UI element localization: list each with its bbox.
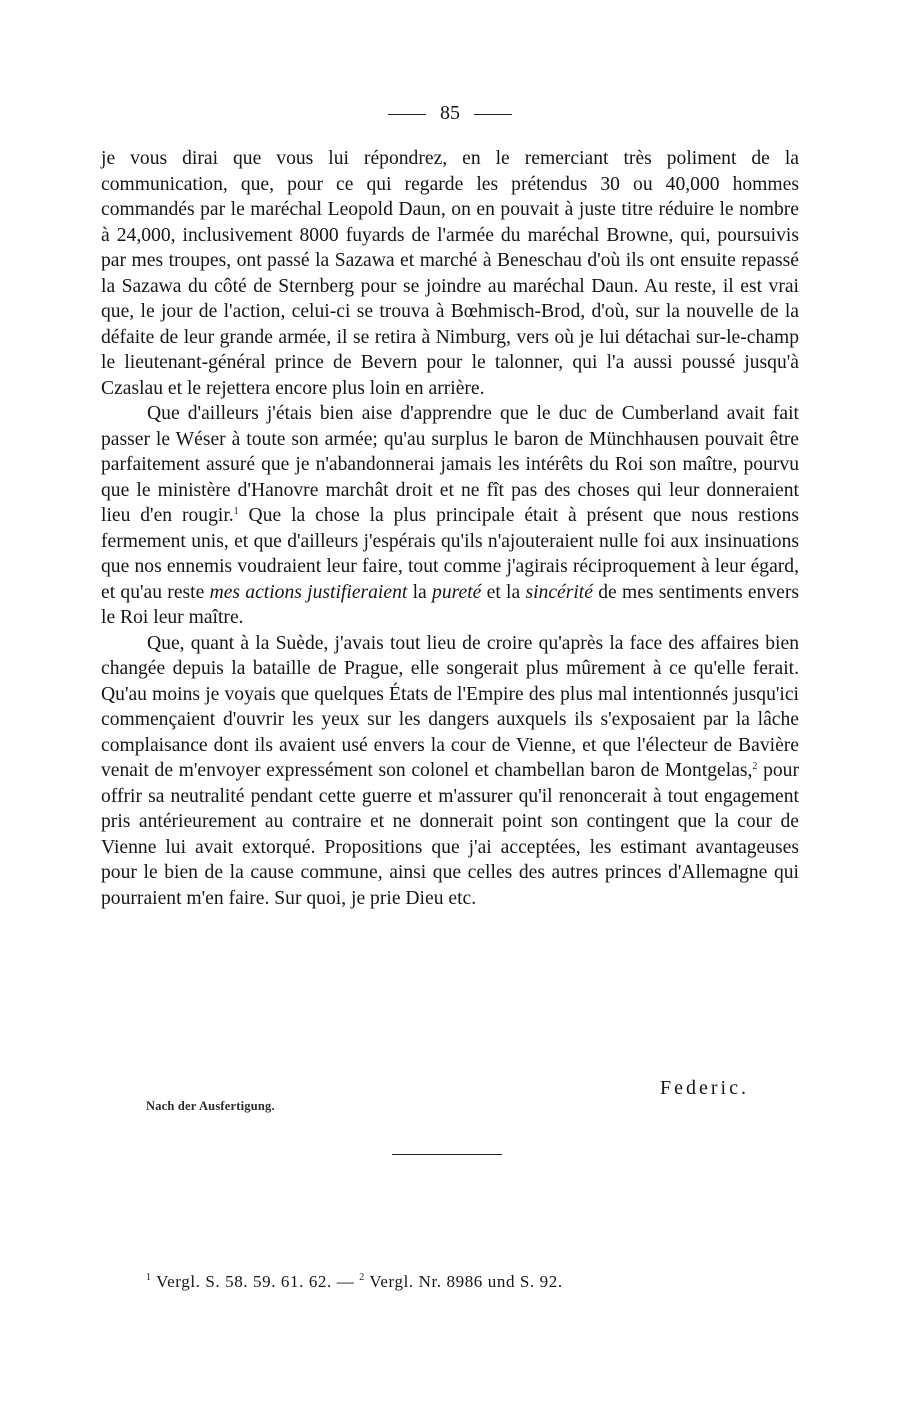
footnote-2-text: Vergl. Nr. 8986 und S. 92. — [369, 1272, 563, 1291]
footnote-dash: — — [336, 1272, 355, 1291]
paragraph-2-text-c: la — [407, 581, 433, 603]
paragraph-2-text-e: de mes sentiments envers le Roi leur maître. — [101, 581, 799, 628]
footnote-separator-rule — [392, 1154, 502, 1155]
source-note: Nach der Ausfertigung. — [146, 1099, 275, 1113]
paragraph-2 — [101, 401, 799, 631]
paragraph-2-text-d: et la — [481, 581, 526, 603]
paragraph-3-text-a: Que, quant à la Suède, j'avais tout lieu de croire qu'après la face des affaires bien changée depuis la bataille de Prague, elle songerait plus mûrement à ce qu'elle ferait. Qu'au moins je voyais que quelques États de l'Empire des plus mal intentionnés jusqu'ici commençaient d'ouvrir les yeux sur les dangers auxquels ils s'exposaient par la lâche complaisance dont ils avaient usé envers la cour de Vienne, et que l'électeur de Bavière venait de m'envoyer expressément son colonel et chambellan baron de Montgelas, — [101, 632, 799, 781]
letter-body — [101, 146, 799, 911]
header-rule-right — [474, 114, 512, 115]
paragraph-2-italic-3: sincérité — [525, 581, 593, 603]
paragraph-3 — [101, 631, 799, 912]
page-number: 85 — [440, 102, 460, 124]
paragraph-1: je vous dirai que vous lui répondrez, en le remerciant très poliment de la communication, que, pour ce qui regarde les prétendus 30 ou 40,000 hommes commandés par le maréchal Leopold Daun, on en pouvait à juste titre réduire le nombre à 24,000, inclusivement 8000 fuyards de l'armée du maréchal Browne, qui, poursuivis par mes troupes, ont passé la Sazawa et marché à Beneschau d'où ils ont ensuite repassé la Sazawa du côté de Sternberg pour se joindre au maréchal Daun. Au reste, il est vrai que, le jour de l'action, celui-ci se trouva à Bœhmisch-Brod, d'où, sur la nouvelle de la défaite de leur grande armée, il se retira à Nimburg, vers où je lui détachai sur-le-champ le lieutenant-général prince de Bevern pour le talonner, qui l'a aussi poussé jusqu'à Czaslau et le rejettera encore plus loin en arrière. — [101, 148, 799, 399]
signature: Federic. — [660, 1077, 749, 1099]
paragraph-2-italic-1: mes actions justifieraient — [209, 581, 408, 603]
footnotes — [146, 1270, 563, 1294]
paragraph-3-text-b: pour offrir sa neutralité pendant cette guerre et m'assurer qu'il renoncerait à tout engagement pris antérieurement au contraire et ne donnerait point son contingent que la cour de Vienne lui avait extorqué. Propositions que j'ai acceptées, les estimant avantageuses pour le bien de la cause commune, ainsi que celles des autres princes d'Allemagne qui pourraient m'en faire. Sur quoi, je prie Dieu etc. — [101, 760, 799, 909]
footnote-1-text: Vergl. S. 58. 59. 61. 62. — [156, 1272, 332, 1291]
paragraph-2-text-b: Que la chose la plus principale était à présent que nous restions fermement unis, et que d'ailleurs j'espérais qu'ils n'ajouteraient nulle foi aux insinuations que nos ennemis voudraient leur faire, tout comme j'agirais réciproquement à leur égard, et qu'au reste — [101, 505, 799, 603]
header-rule-left — [388, 114, 426, 115]
footnote-1-mark: 1 — [146, 1272, 152, 1283]
footnote-ref-2: 2 — [752, 761, 758, 772]
paragraph-2-italic-2: pureté — [432, 581, 482, 603]
footnote-2-mark: 2 — [359, 1272, 365, 1283]
footnote-ref-1: 1 — [233, 506, 239, 517]
paragraph-2-text-a: Que d'ailleurs j'étais bien aise d'apprendre que le duc de Cumberland avait fait passer le Wéser à toute son armée; qu'au surplus le baron de Münchhausen pouvait être parfaitement assuré que je n'abandonnerai jamais les intérêts du Roi son maître, pourvu que le ministère d'Hanovre marchât droit et ne fît pas des choses qui leur donneraient lieu d'en rougir. — [101, 403, 799, 526]
page-header — [0, 98, 900, 128]
